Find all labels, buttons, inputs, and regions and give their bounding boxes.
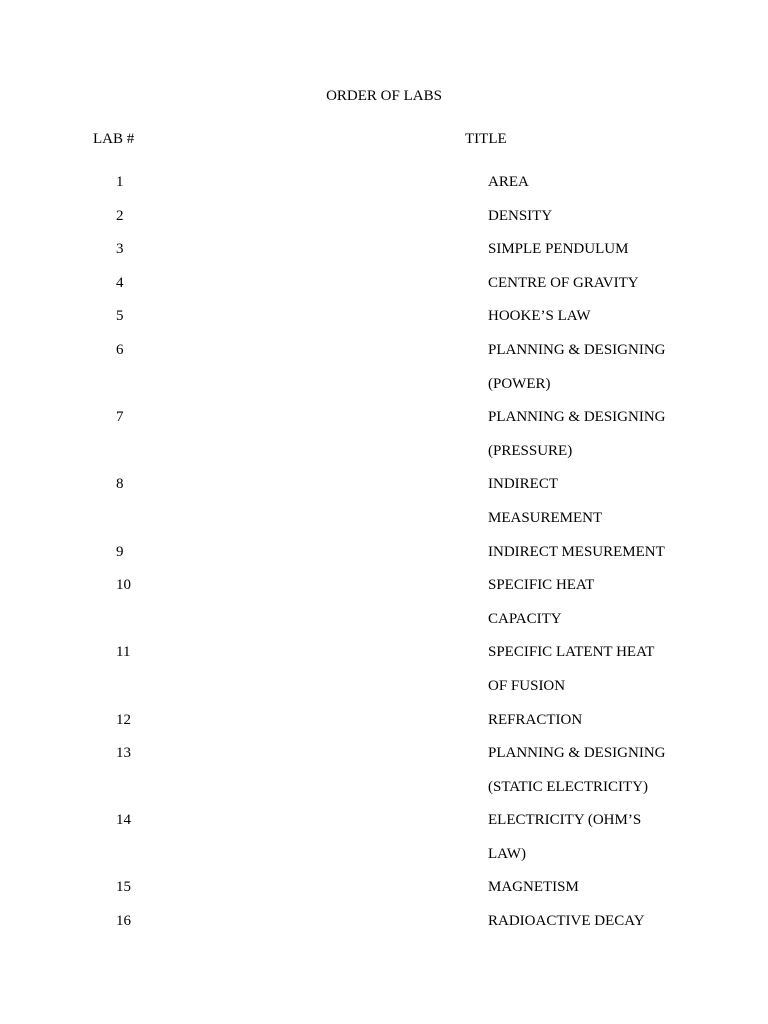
lab-title-line: (POWER) [488, 375, 551, 392]
lab-row [0, 166, 768, 200]
lab-number: 1 [116, 174, 124, 190]
lab-title-line: RADIOACTIVE DECAY [488, 913, 645, 930]
lab-number: 14 [116, 812, 131, 829]
lab-number: 13 [116, 745, 131, 762]
lab-row [0, 401, 768, 468]
lab-title [488, 334, 748, 401]
lab-number: 6 [116, 341, 124, 358]
lab-row [0, 267, 768, 301]
lab-row [0, 737, 768, 804]
lab-title-line: MAGNETISM [488, 879, 579, 896]
lab-title [488, 401, 748, 468]
lab-title [488, 804, 748, 871]
lab-title-line: OF FUSION [488, 677, 566, 694]
lab-number: 16 [116, 913, 131, 930]
lab-title [488, 200, 748, 234]
lab-title-line: LAW) [488, 845, 526, 862]
lab-number: 7 [116, 409, 124, 426]
lab-title-line: INDIRECT [488, 476, 558, 493]
lab-title-line: PLANNING & DESIGNING [488, 745, 666, 762]
lab-title [488, 704, 748, 738]
lab-title [488, 536, 748, 570]
lab-number: 15 [116, 879, 131, 896]
lab-title-line: INDIRECT MESUREMENT [488, 543, 665, 560]
lab-title [488, 267, 748, 301]
lab-number: 3 [116, 241, 124, 258]
lab-title [488, 905, 748, 939]
lab-title-line: SIMPLE PENDULUM [488, 241, 629, 258]
lab-number: 2 [116, 207, 124, 224]
lab-title-line: REFRACTION [488, 711, 583, 728]
lab-number: 4 [116, 274, 124, 291]
lab-title [488, 166, 748, 200]
lab-row [0, 804, 768, 871]
lab-title-line: PLANNING & DESIGNING [488, 341, 666, 358]
lab-title-line: CAPACITY [488, 610, 562, 627]
lab-number: 10 [116, 577, 131, 594]
column-header-title: TITLE [465, 131, 507, 147]
lab-title-line: SPECIFIC HEAT [488, 577, 595, 594]
lab-number: 9 [116, 543, 124, 560]
lab-title-line: (STATIC ELECTRICITY) [488, 778, 649, 795]
lab-row [0, 334, 768, 401]
lab-list [0, 166, 768, 939]
lab-title-line: AREA [488, 174, 529, 190]
lab-title-line: CENTRE OF GRAVITY [488, 274, 639, 291]
lab-row [0, 704, 768, 738]
lab-row [0, 200, 768, 234]
page-title: ORDER OF LABS [326, 88, 442, 104]
lab-number: 5 [116, 308, 124, 325]
lab-row [0, 871, 768, 905]
lab-number: 8 [116, 476, 124, 493]
lab-row [0, 636, 768, 703]
lab-title-line: (PRESSURE) [488, 442, 573, 459]
lab-title [488, 569, 748, 636]
column-header-lab-number: LAB # [93, 131, 135, 147]
lab-title [488, 871, 748, 905]
lab-row [0, 468, 768, 535]
lab-title-line: DENSITY [488, 207, 553, 224]
lab-title-line: HOOKE’S LAW [488, 308, 591, 325]
lab-title-line: SPECIFIC LATENT HEAT [488, 644, 655, 661]
lab-number: 12 [116, 711, 131, 728]
lab-row [0, 536, 768, 570]
lab-title [488, 468, 748, 535]
lab-row [0, 905, 768, 939]
lab-title-line: MEASUREMENT [488, 509, 603, 526]
lab-title [488, 636, 748, 703]
lab-number: 11 [116, 644, 131, 661]
lab-title [488, 233, 748, 267]
lab-row [0, 233, 768, 267]
lab-title [488, 737, 748, 804]
lab-title-line: ELECTRICITY (OHM’S [488, 812, 642, 829]
lab-row [0, 300, 768, 334]
lab-title-line: PLANNING & DESIGNING [488, 409, 666, 426]
lab-title [488, 300, 748, 334]
lab-row [0, 569, 768, 636]
